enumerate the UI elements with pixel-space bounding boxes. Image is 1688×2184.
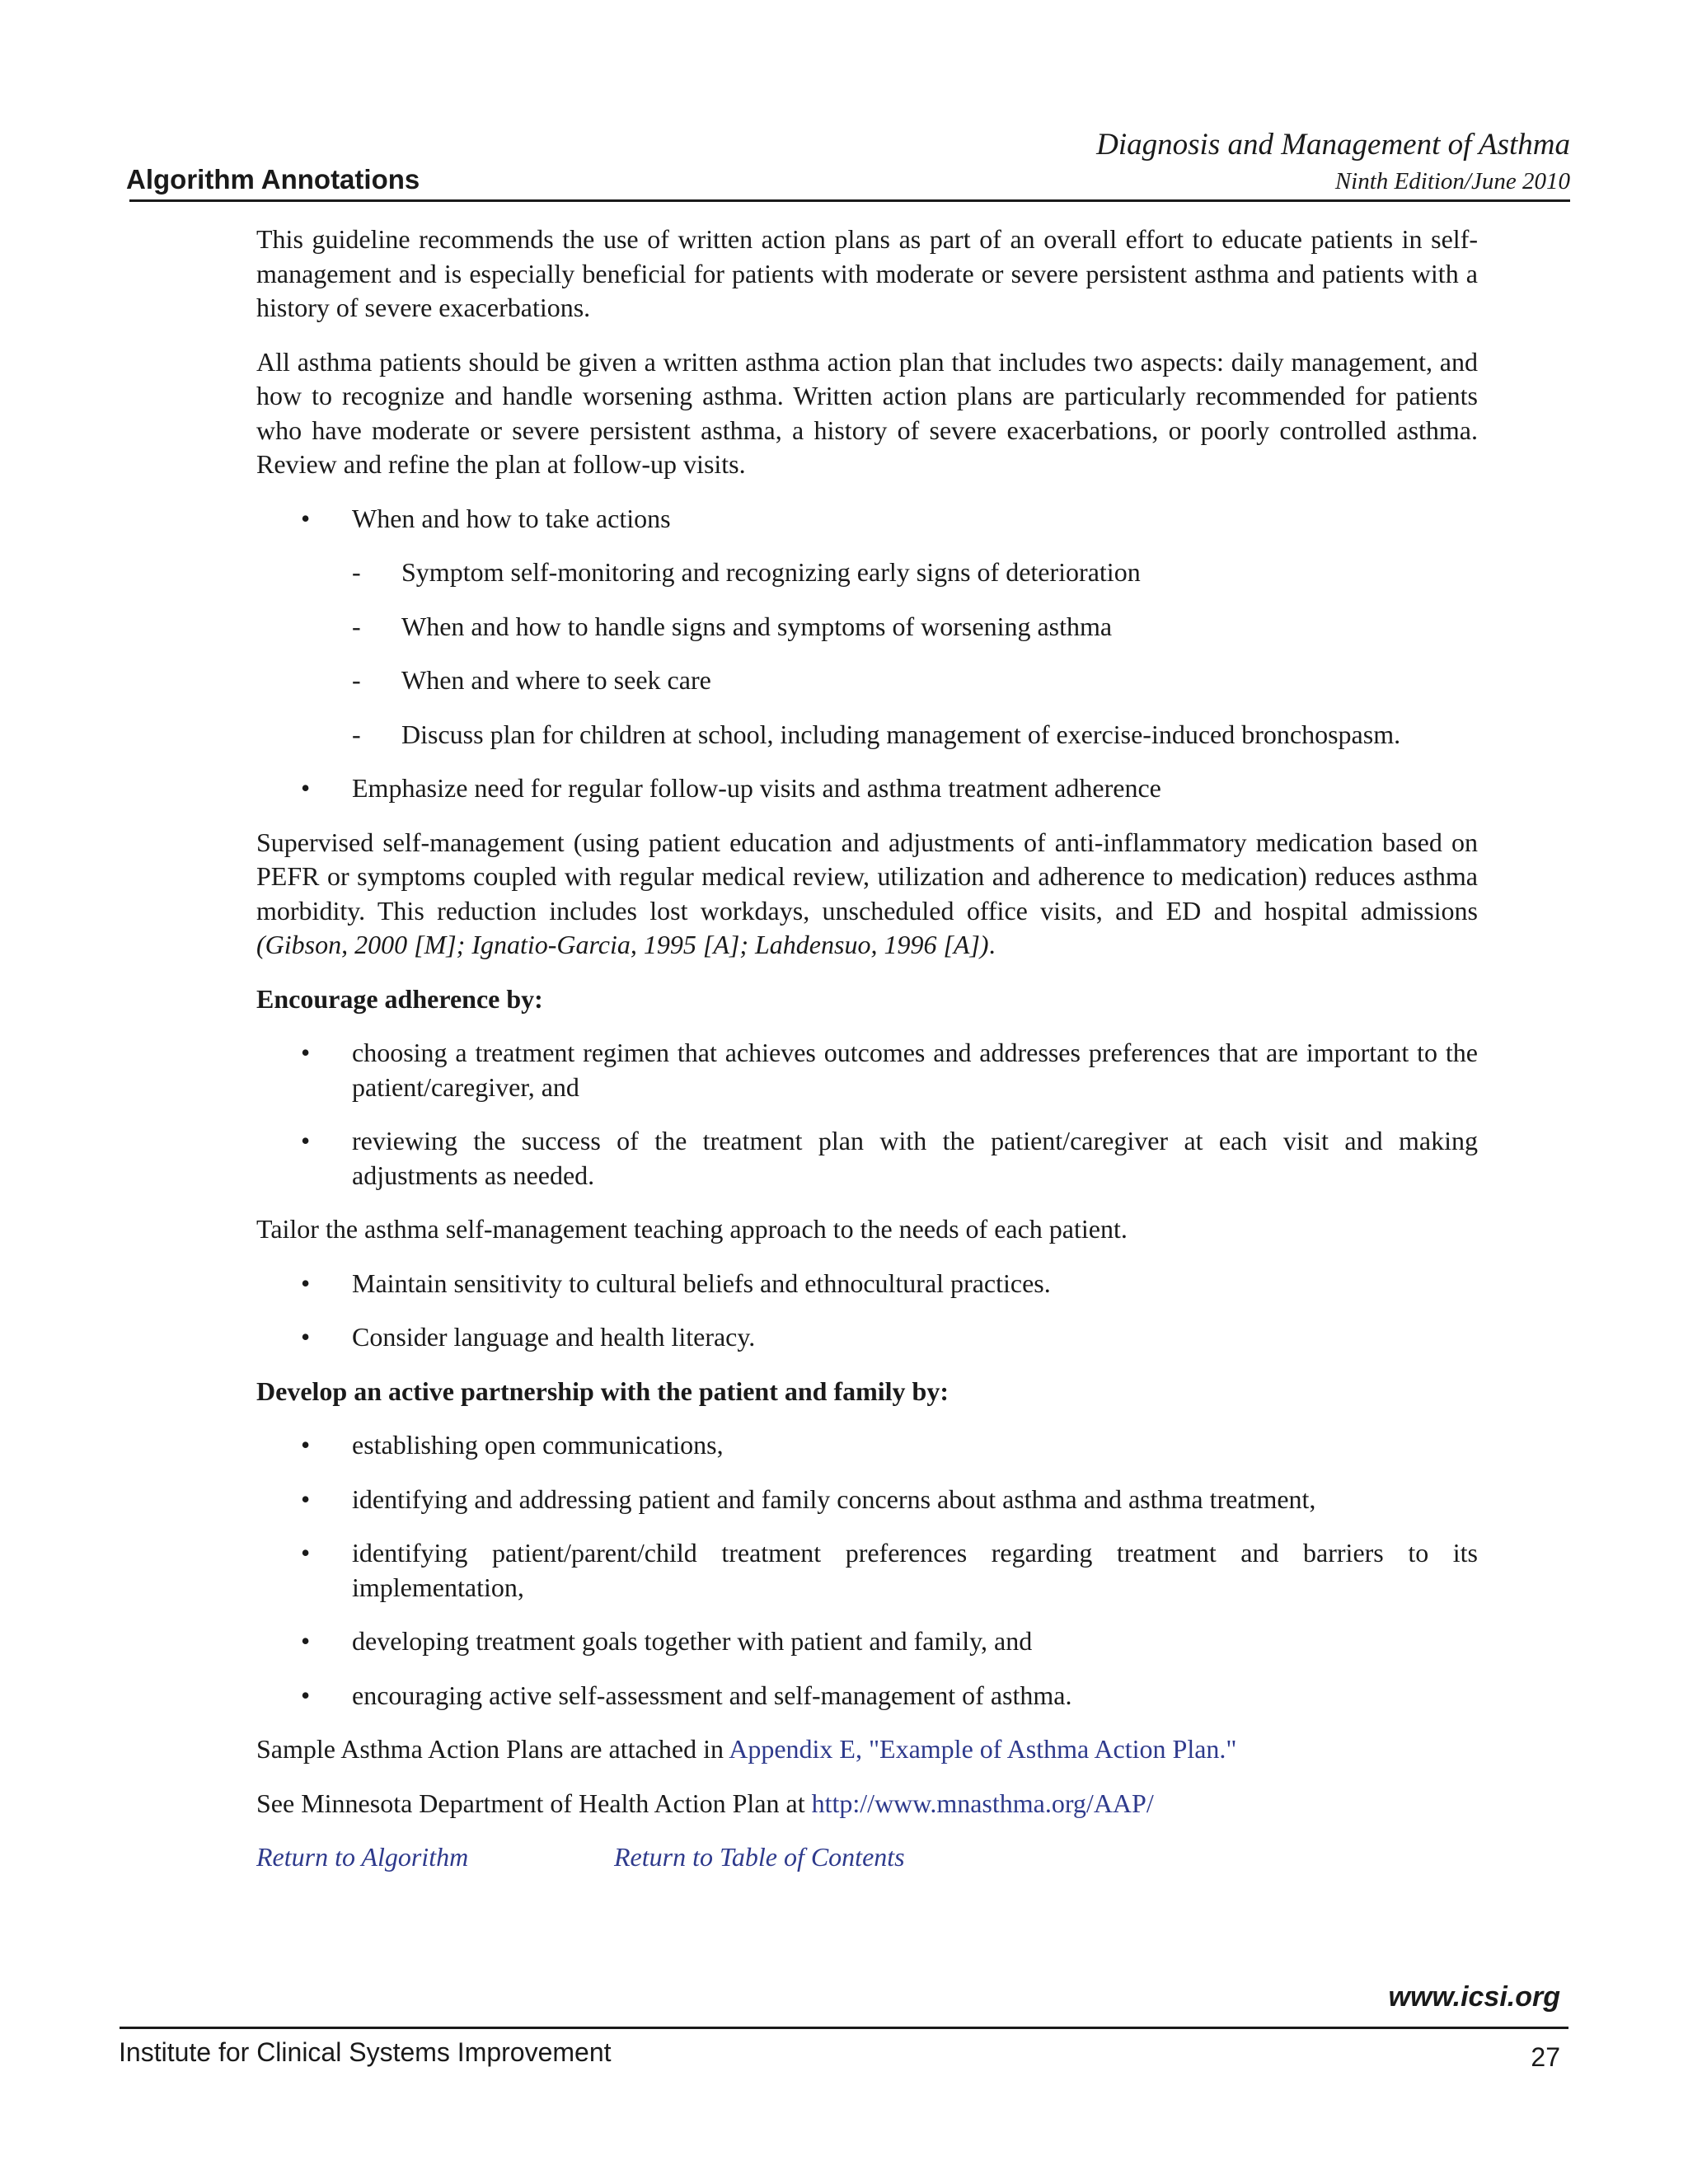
list-item: [256, 1624, 1478, 1659]
bullet-marker: •: [301, 773, 311, 803]
sub-list-item: [352, 663, 1478, 698]
bullet-marker: •: [301, 1322, 311, 1352]
dash-marker: -: [352, 611, 361, 641]
return-to-algorithm-link[interactable]: Return to Algorithm: [256, 1842, 469, 1872]
appendix-e-link[interactable]: Appendix E, "Example of Asthma Action Plan.": [729, 1734, 1237, 1764]
bullet-marker: •: [301, 1126, 311, 1155]
list-item-text: Emphasize need for regular follow-up visits and asthma treatment adherence: [352, 773, 1161, 803]
list-item-text: identifying patient/parent/child treatment preferences regarding treatment and barriers to its implementation,: [352, 1538, 1478, 1602]
list-item: [256, 1267, 1478, 1301]
list-item: [256, 1124, 1478, 1193]
edition-label: Ninth Edition/June 2010: [1334, 168, 1570, 194]
paragraph-supervised-self-management: [256, 826, 1478, 963]
paragraph-written-plans: All asthma patients should be given a written asthma action plan that includes two aspects: daily management, and how to recognize and handle worsening asthma. Written action plans are particularly recommended for patients who have moderate or severe persistent asthma, a history of severe exacerbations, or poorly controlled asthma. Review and refine the plan at follow-up visits.: [256, 346, 1478, 479]
bullet-marker: •: [301, 1268, 311, 1298]
list-item: [256, 1483, 1478, 1517]
sample-plans-text: Sample Asthma Action Plans are attached in: [256, 1734, 729, 1764]
sub-list-item: [352, 555, 1478, 590]
bullet-marker: •: [301, 503, 311, 533]
sub-list-item: [352, 610, 1478, 644]
paragraph-mdh-plan: [256, 1787, 1478, 1821]
dash-marker: -: [352, 665, 361, 695]
adherence-list: [256, 1036, 1478, 1193]
footer-divider: [120, 2027, 1568, 2029]
list-item: [256, 1036, 1478, 1104]
website-url: www.icsi.org: [1388, 1981, 1560, 2013]
paragraph-action-plans: This guideline recommends the use of written action plans as part of an overall effort to educate patients in self-management and is especially beneficial for patients with moderate or severe persistent asthma and patients with a history of severe exacerbations.: [256, 224, 1478, 322]
list-item: [256, 1536, 1478, 1605]
sub-list: [352, 555, 1478, 752]
paragraph-end: .: [988, 930, 996, 959]
list-item: [256, 1428, 1478, 1463]
organization-name: Institute for Clinical Systems Improvement: [119, 2037, 612, 2067]
tailor-list: [256, 1267, 1478, 1355]
page-number: 27: [1531, 2042, 1560, 2072]
mdh-action-plan-link[interactable]: http://www.mnasthma.org/AAP/: [811, 1788, 1154, 1818]
sub-list-item-text: When and how to handle signs and symptoms of worsening asthma: [401, 611, 1113, 641]
heading-adherence: Encourage adherence by:: [256, 983, 543, 1014]
bullet-marker: •: [301, 1430, 311, 1460]
main-content: [256, 223, 1478, 1875]
list-item-text: encouraging active self-assessment and self-management of asthma.: [352, 1680, 1072, 1710]
list-item: [256, 1320, 1478, 1355]
action-list: [256, 502, 1478, 806]
list-item-text: identifying and addressing patient and family concerns about asthma and asthma treatment,: [352, 1483, 1316, 1514]
list-item-text: establishing open communications,: [352, 1430, 724, 1460]
dash-marker: -: [352, 719, 361, 749]
dash-marker: -: [352, 557, 361, 587]
citation: (Gibson, 2000 [M]; Ignatio-Garcia, 1995 [A]; Lahdensuo, 1996 [A]): [256, 930, 989, 959]
sub-list-item-text: When and where to seek care: [401, 665, 711, 695]
mdh-plan-text: See Minnesota Department of Health Action Plan at: [256, 1788, 812, 1818]
list-item-text: developing treatment goals together with patient and family, and: [352, 1626, 1033, 1656]
document-title: Diagnosis and Management of Asthma: [1096, 128, 1570, 162]
list-item: [256, 502, 1478, 752]
bullet-marker: •: [301, 1483, 311, 1514]
sub-list-item-text: Symptom self-monitoring and recognizing early signs of deterioration: [401, 557, 1141, 587]
heading-partnership: Develop an active partnership with the patient and family by:: [256, 1376, 949, 1406]
section-label: Algorithm Annotations: [126, 164, 420, 194]
bullet-marker: •: [301, 1680, 311, 1710]
bullet-marker: •: [301, 1626, 311, 1656]
paragraph-text: Supervised self-management (using patient education and adjustments of anti-inflammatory medication based on PEFR or symptoms coupled with regular medical review, utilization and adherence to medication) reduces asthma morbidity. This reduction includes lost workdays, unscheduled office visits, and ED and hospital admissions: [256, 827, 1478, 926]
bullet-marker: •: [301, 1538, 311, 1568]
list-item-text: reviewing the success of the treatment plan with the patient/caregiver at each visit and making adjustments as needed.: [352, 1126, 1478, 1190]
header-divider: [129, 199, 1570, 202]
paragraph-tailor: Tailor the asthma self-management teaching approach to the needs of each patient.: [256, 1214, 1128, 1244]
list-item: [256, 1679, 1478, 1713]
sub-list-item: [352, 718, 1478, 752]
sub-list-item-text: Discuss plan for children at school, including management of exercise-induced bronchospasm.: [401, 719, 1401, 749]
list-item: [256, 771, 1478, 806]
partnership-list: [256, 1428, 1478, 1713]
list-item-text: Consider language and health literacy.: [352, 1322, 756, 1352]
return-to-toc-link[interactable]: Return to Table of Contents: [614, 1842, 905, 1872]
list-item-text: Maintain sensitivity to cultural beliefs and ethnocultural practices.: [352, 1268, 1051, 1298]
list-item-text: choosing a treatment regimen that achieves outcomes and addresses preferences that are important to the patient/caregiver, and: [352, 1038, 1478, 1102]
list-item-text: When and how to take actions: [352, 503, 671, 533]
paragraph-sample-plans: [256, 1732, 1478, 1767]
bullet-marker: •: [301, 1038, 311, 1067]
return-navigation: [256, 1840, 1478, 1875]
